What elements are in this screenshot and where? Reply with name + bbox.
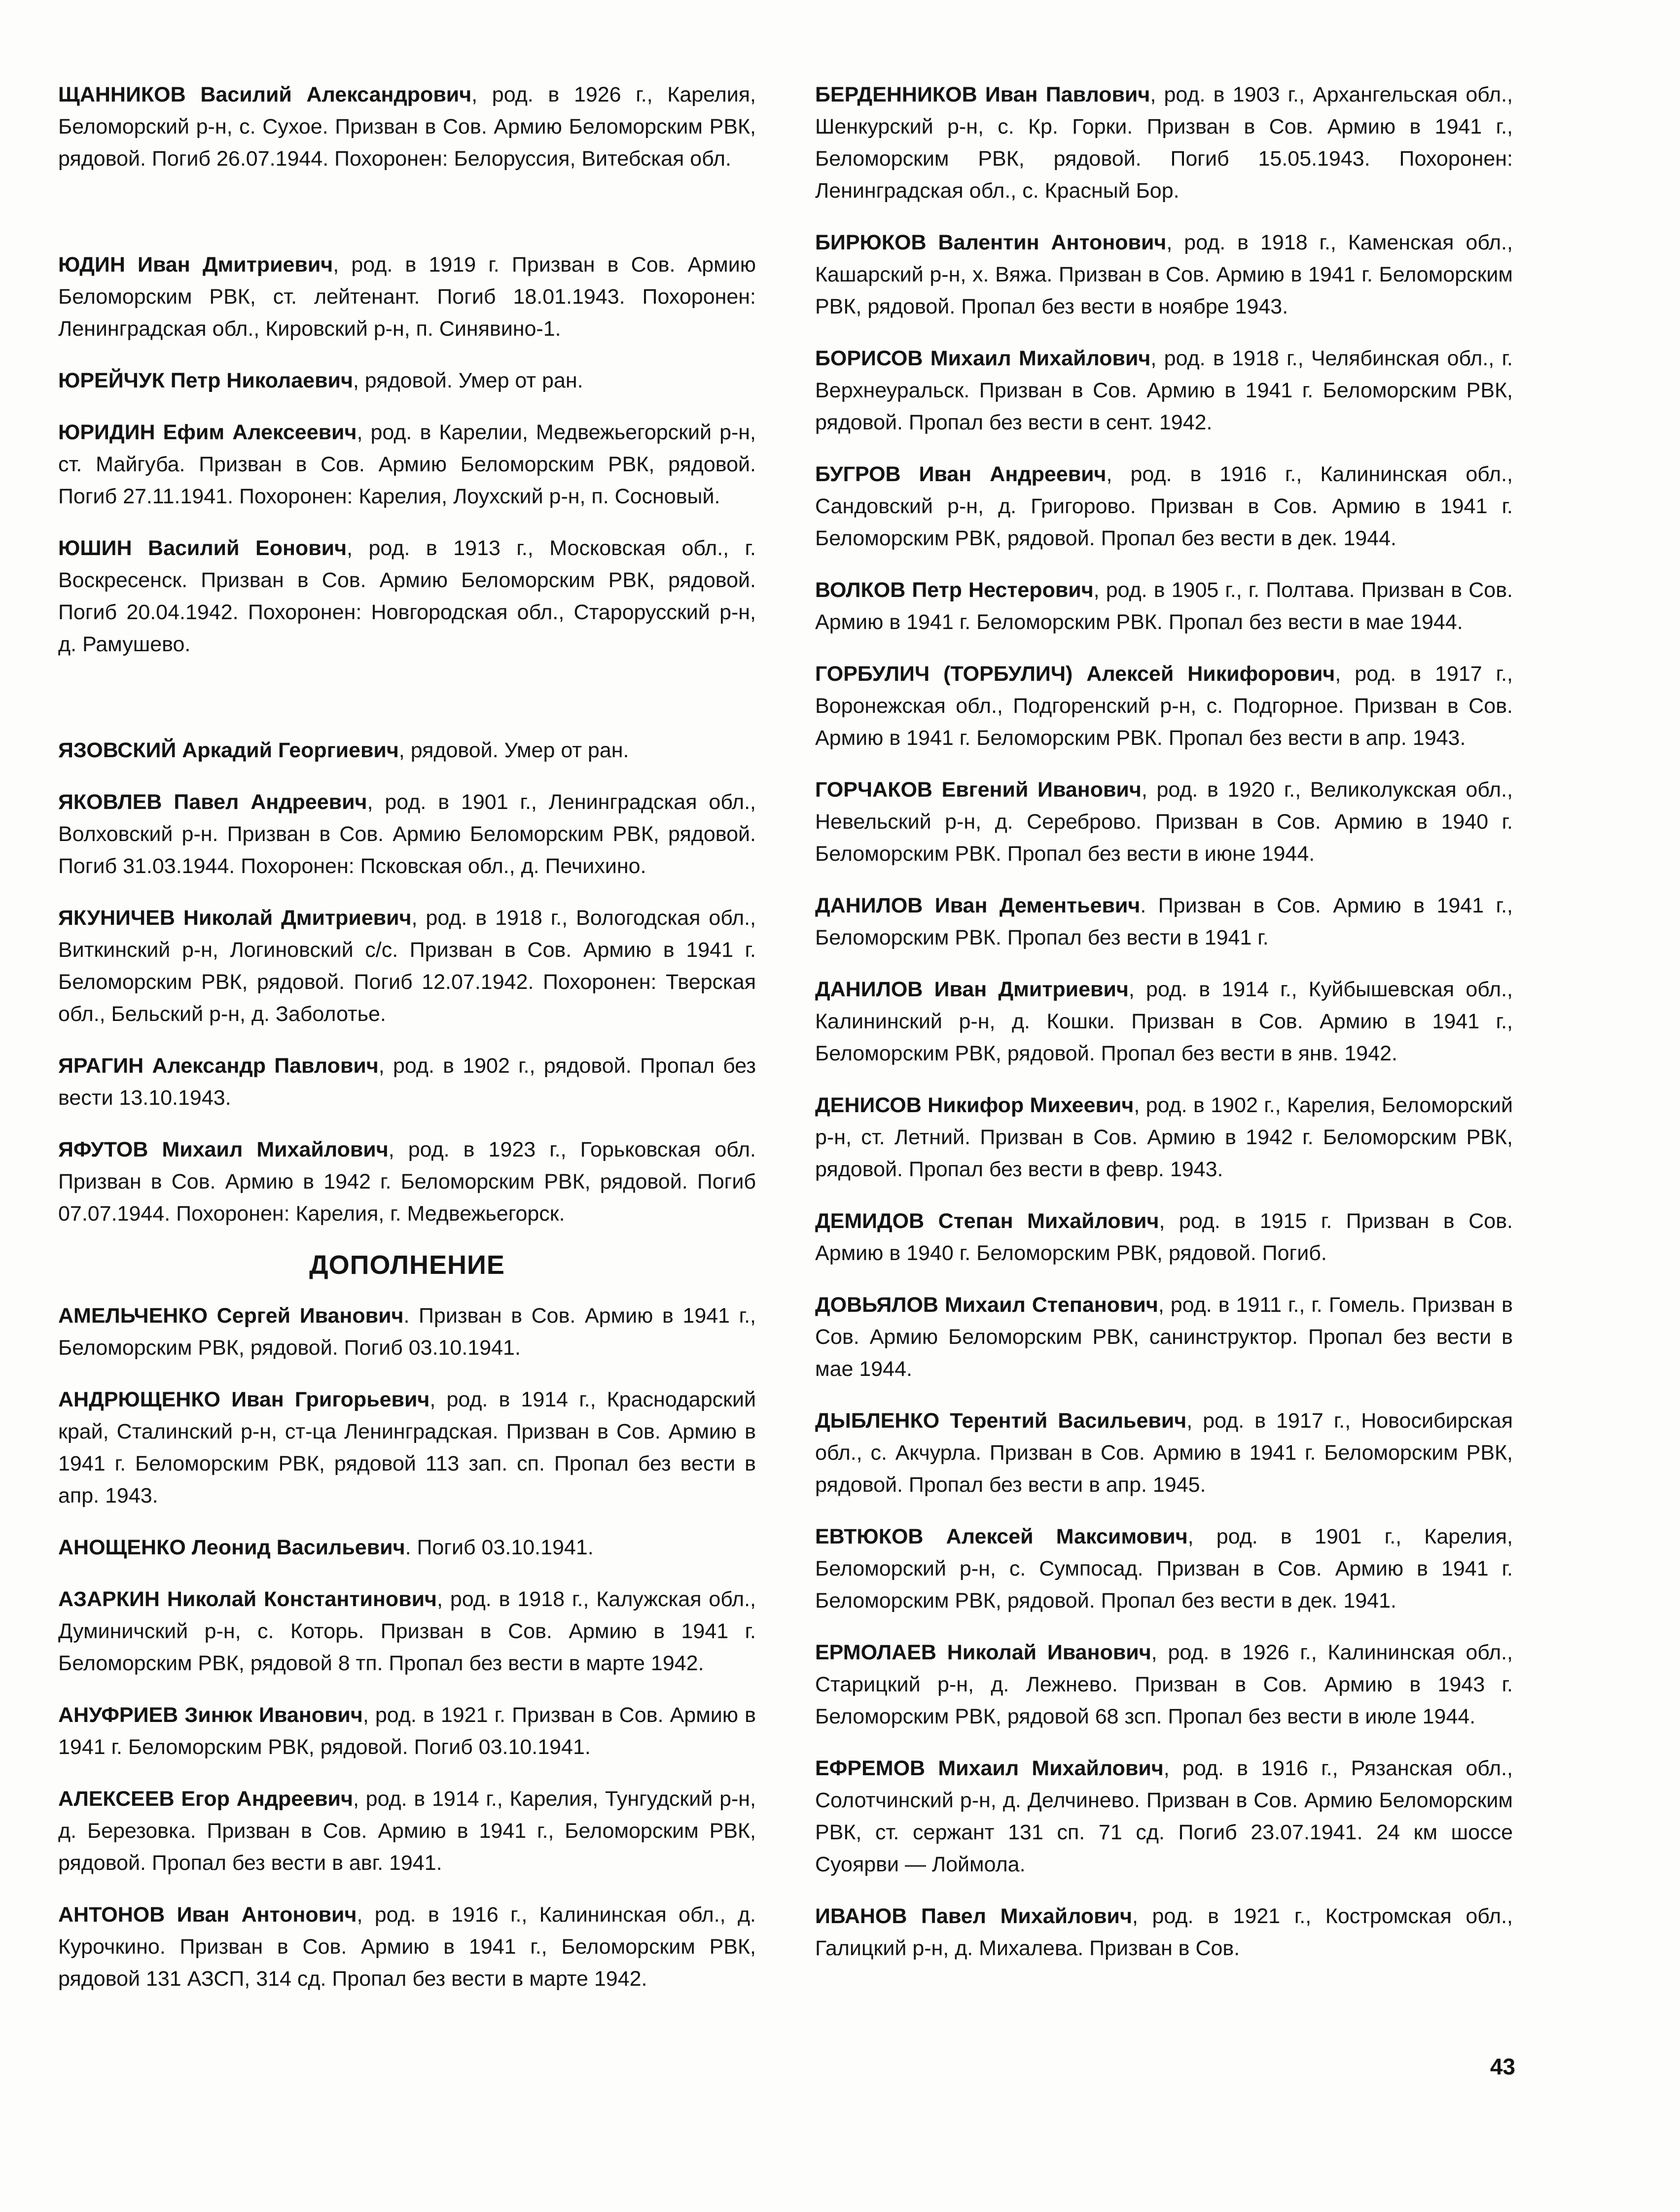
entry [815, 1405, 1513, 1501]
entry-name: ДЕНИСОВ Никифор Михеевич [815, 1093, 1134, 1117]
entry-text: , род. в 1902 г., Карелия, Беломорский р-н, ст. Летний. Призван в Сов. Армию в 1942 г. Беломорским РВК, рядовой. Пропал без вести в февр. 1943. [815, 1093, 1513, 1181]
entry [815, 1900, 1513, 1965]
entry-text: , род. в 1911 г., г. Гомель. Призван в Сов. Армию Беломорским РВК, санинструктор. Пропал без вести в мае 1944. [815, 1293, 1513, 1381]
entry [58, 902, 756, 1030]
entry-text: , рядовой. Умер от ран. [398, 738, 629, 762]
entry [58, 1134, 756, 1230]
entry-name: АНОЩЕНКО Леонид Васильевич [58, 1536, 405, 1559]
left-column [58, 79, 756, 2015]
entry-text: , род. в 1926 г., Калининская обл., Старицкий р-н, д. Лежнево. Призван в Сов. Армию в 1943 г. Беломорским РВК, рядовой 68 зсп. Пропал без вести в июле 1944. [815, 1641, 1513, 1728]
entry-name: БУГРОВ Иван Андреевич [815, 462, 1107, 486]
entry-text: , род. в 1901 г., Ленинградская обл., Волховский р-н. Призван в Сов. Армию Беломорским РВК, рядовой. Погиб 31.03.1944. Похоронен: Псковская обл., д. Печихино. [58, 790, 756, 878]
entry-text: , род. в 1902 г., рядовой. Пропал без вести 13.10.1943. [58, 1054, 756, 1110]
entry [58, 1384, 756, 1512]
entry [815, 574, 1513, 638]
entry-name: АНУФРИЕВ Зинюк Иванович [58, 1703, 363, 1727]
entry-name: ЮРЕЙЧУК Петр Николаевич [58, 369, 353, 392]
entry-text: , род. в 1903 г., Архангельская обл., Шенкурский р-н, с. Кр. Горки. Призван в Сов. Армию в 1941 г., Беломорским РВК, рядовой. Погиб 15.05.1943. Похоронен: Ленинградская обл., с. Красный Бор. [815, 83, 1513, 203]
entry-name: БОРИСОВ Михаил Михайлович [815, 347, 1151, 370]
entry-text: , род. в 1916 г., Калининская обл., Сандовский р-н, д. Григорово. Призван в Сов. Армию в 1941 г. Беломорским РВК, рядовой. Пропал без вести в дек. 1944. [815, 462, 1513, 550]
entry-text: , род. в 1920 г., Великолукская обл., Невельский р-н, д. Сереброво. Призван в Сов. Армию в 1940 г. Беломорским РВК. Пропал без вести в июне 1944. [815, 778, 1513, 866]
entry [815, 774, 1513, 870]
entry-text: , род. в 1921 г. Призван в Сов. Армию в 1941 г. Беломорским РВК, рядовой. Погиб 03.10.1941. [58, 1703, 756, 1759]
entry-text: , род. в Карелии, Медвежьегорский р-н, ст. Майгуба. Призван в Сов. Армию Беломорским РВК, рядовой. Погиб 27.11.1941. Похоронен: Карелия, Лоухский р-н, п. Сосновый. [58, 421, 756, 508]
entry-text: , род. в 1914 г., Карелия, Тунгудский р-н, д. Березовка. Призван в Сов. Армию в 1941 г., Беломорским РВК, рядовой. Пропал без вести в авг. 1941. [58, 1787, 756, 1875]
entry [815, 1289, 1513, 1385]
entry-name: ЯКОВЛЕВ Павел Андреевич [58, 790, 367, 814]
entry [58, 786, 756, 882]
entry [58, 1300, 756, 1364]
entry-text: , род. в 1916 г., Калининская обл., д. Курочкино. Призван в Сов. Армию в 1941 г., Беломорским РВК, рядовой 131 АЗСП, 314 сд. Пропал без вести в марте 1942. [58, 1903, 756, 1991]
entry [815, 227, 1513, 323]
entry-name: ЯКУНИЧЕВ Николай Дмитриевич [58, 906, 412, 930]
entry [815, 1205, 1513, 1269]
page-number: 43 [1490, 2054, 1515, 2079]
entry-name: ЕФРЕМОВ Михаил Михайлович [815, 1756, 1164, 1780]
entry [58, 1532, 756, 1564]
entry-name: ГОРЧАКОВ Евгений Иванович [815, 778, 1142, 802]
entry [58, 249, 756, 345]
entry-name: ЕВТЮКОВ Алексей Максимович [815, 1525, 1188, 1548]
entry [815, 1089, 1513, 1186]
entry [58, 417, 756, 513]
entry [815, 974, 1513, 1070]
entry-text: , род. в 1917 г., Воронежская обл., Подгоренский р-н, с. Подгорное. Призван в Сов. Армию в 1941 г. Беломорским РВК. Пропал без вести в апр. 1943. [815, 662, 1513, 750]
entry-name: ДЕМИДОВ Степан Михайлович [815, 1209, 1159, 1233]
entry-name: ДАНИЛОВ Иван Дементьевич [815, 894, 1141, 917]
entry [58, 1899, 756, 1995]
entry [58, 532, 756, 661]
entry-name: АНДРЮЩЕНКО Иван Григорьевич [58, 1388, 430, 1411]
entry [815, 458, 1513, 555]
entry-text: , род. в 1918 г., Калужская обл., Думиничский р-н, с. Которь. Призван в Сов. Армию в 1941 г. Беломорским РВК, рядовой 8 тп. Пропал без вести в марте 1942. [58, 1587, 756, 1675]
entry-text: , род. в 1915 г. Призван в Сов. Армию в 1940 г. Беломорским РВК, рядовой. Погиб. [815, 1209, 1513, 1265]
entry-text: , род. в 1901 г., Карелия, Беломорский р-н, с. Сумпосад. Призван в Сов. Армию в 1941 г. Беломорским РВК, рядовой. Пропал без вести в дек. 1941. [815, 1525, 1513, 1613]
entry [58, 735, 756, 767]
entry-name: БЕРДЕННИКОВ Иван Павлович [815, 83, 1150, 106]
entry-name: ГОРБУЛИЧ (ТОРБУЛИЧ) Алексей Никифорович [815, 662, 1335, 686]
entry-text: , рядовой. Умер от ран. [353, 369, 583, 392]
entry-text: , род. в 1918 г., Каменская обл., Кашарский р-н, х. Вяжа. Призван в Сов. Армию в 1941 г. Беломорским РВК, рядовой. Пропал без вести в ноябре 1943. [815, 231, 1513, 318]
entry-name: БИРЮКОВ Валентин Антонович [815, 231, 1167, 254]
entry-name: ЮШИН Василий Еонович [58, 536, 347, 560]
entry-text: , род. в 1919 г. Призван в Сов. Армию Беломорским РВК, ст. лейтенант. Погиб 18.01.1943. Похоронен: Ленинградская обл., Кировский р-н, п. Синявино-1. [58, 253, 756, 341]
section-title: ДОПОЛНЕНИЕ [309, 1250, 505, 1280]
entry-text: , род. в 1926 г., Карелия, Беломорский р-н, с. Сухое. Призван в Сов. Армию Беломорским РВК, рядовой. Погиб 26.07.1944. Похоронен: Белоруссия, Витебская обл. [58, 83, 756, 171]
entry-text: . Погиб 03.10.1941. [405, 1536, 594, 1559]
entry-text: , род. в 1914 г., Краснодарский край, Сталинский р-н, ст-ца Ленинградская. Призван в Сов. Армию в 1941 г. Беломорским РВК, рядовой 113 зап. сп. Пропал без вести в апр. 1943. [58, 1388, 756, 1508]
entry-name: ДАНИЛОВ Иван Дмитриевич [815, 978, 1129, 1001]
entry-text: . Призван в Сов. Армию в 1941 г., Беломорским РВК, рядовой. Погиб 03.10.1941. [58, 1304, 756, 1360]
entry-name: ЮРИДИН Ефим Алексеевич [58, 421, 357, 444]
entry-name: ЯРАГИН Александр Павлович [58, 1054, 379, 1078]
entry-text: , род. в 1918 г., Вологодская обл., Виткинский р-н, Логиновский с/с. Призван в Сов. Армию в 1941 г. Беломорским РВК, рядовой. Погиб 12.07.1942. Похоронен: Тверская обл., Бельский р-н, д. Заболотье. [58, 906, 756, 1026]
entry-text: , род. в 1918 г., Челябинская обл., г. Верхнеуральск. Призван в Сов. Армию в 1941 г. Беломорским РВК, рядовой. Пропал без вести в сент. 1942. [815, 347, 1513, 434]
entry-text: , род. в 1921 г., Костромская обл., Галицкий р-н, д. Михалева. Призван в Сов. [815, 1904, 1513, 1960]
entry [58, 1783, 756, 1879]
entry-name: АЗАРКИН Николай Константинович [58, 1587, 437, 1611]
entry-text: , род. в 1917 г., Новосибирская обл., с. Акчурла. Призван в Сов. Армию в 1941 г. Беломорским РВК, рядовой. Пропал без вести в апр. 1945. [815, 1409, 1513, 1497]
entry [58, 1050, 756, 1114]
entry-name: ЯФУТОВ Михаил Михайлович [58, 1138, 389, 1161]
entry-name: АЛЕКСЕЕВ Егор Андреевич [58, 1787, 353, 1811]
entry-name: АНТОНОВ Иван Антонович [58, 1903, 357, 1927]
entry-name: ИВАНОВ Павел Михайлович [815, 1904, 1132, 1928]
entry-name: ЕРМОЛАЕВ Николай Иванович [815, 1641, 1151, 1664]
entry [58, 79, 756, 175]
entry [815, 79, 1513, 207]
entry-name: ВОЛКОВ Петр Нестерович [815, 578, 1094, 602]
entry-name: ДЫБЛЕНКО Терентий Васильевич [815, 1409, 1187, 1433]
entry [58, 1583, 756, 1680]
entry [815, 1637, 1513, 1733]
entry [815, 658, 1513, 754]
entry [815, 890, 1513, 954]
entry [815, 1753, 1513, 1881]
entry-text: , род. в 1916 г., Рязанская обл., Солотчинский р-н, д. Делчинево. Призван в Сов. Армию Беломорским РВК, ст. сержант 131 сп. 71 сд. Погиб 23.07.1941. 24 км шоссе Суоярви — Лоймола. [815, 1756, 1513, 1876]
entry-name: АМЕЛЬЧЕНКО Сергей Иванович [58, 1304, 404, 1328]
entry-text: . Призван в Сов. Армию в 1941 г., Беломорским РВК. Пропал без вести в 1941 г. [815, 894, 1513, 949]
entry-text: , род. в 1905 г., г. Полтава. Призван в Сов. Армию в 1941 г. Беломорским РВК. Пропал без вести в мае 1944. [815, 578, 1513, 634]
entry-text: , род. в 1914 г., Куйбышевская обл., Калининский р-н, д. Кошки. Призван в Сов. Армию в 1941 г., Беломорским РВК, рядовой. Пропал без вести в янв. 1942. [815, 978, 1513, 1065]
entry-name: ЮДИН Иван Дмитриевич [58, 253, 333, 277]
entry-text: , род. в 1913 г., Московская обл., г. Воскресенск. Призван в Сов. Армию Беломорским РВК, рядовой. Погиб 20.04.1942. Похоронен: Новгородская обл., Старорусский р-н, д. Рамушево. [58, 536, 756, 656]
entry [58, 365, 756, 397]
entry-text: , род. в 1923 г., Горьковская обл. Призван в Сов. Армию в 1942 г. Беломорским РВК, рядовой. Погиб 07.07.1944. Похоронен: Карелия, г. Медвежьегорск. [58, 1138, 756, 1226]
entry-name: ЯЗОВСКИЙ Аркадий Георгиевич [58, 738, 399, 762]
entry [58, 1699, 756, 1763]
entry-name: ДОВЬЯЛОВ Михаил Степанович [815, 1293, 1158, 1317]
entry [815, 1521, 1513, 1617]
entry-name: ЩАННИКОВ Василий Александрович [58, 83, 472, 106]
entry [815, 343, 1513, 439]
right-column [815, 79, 1513, 1984]
